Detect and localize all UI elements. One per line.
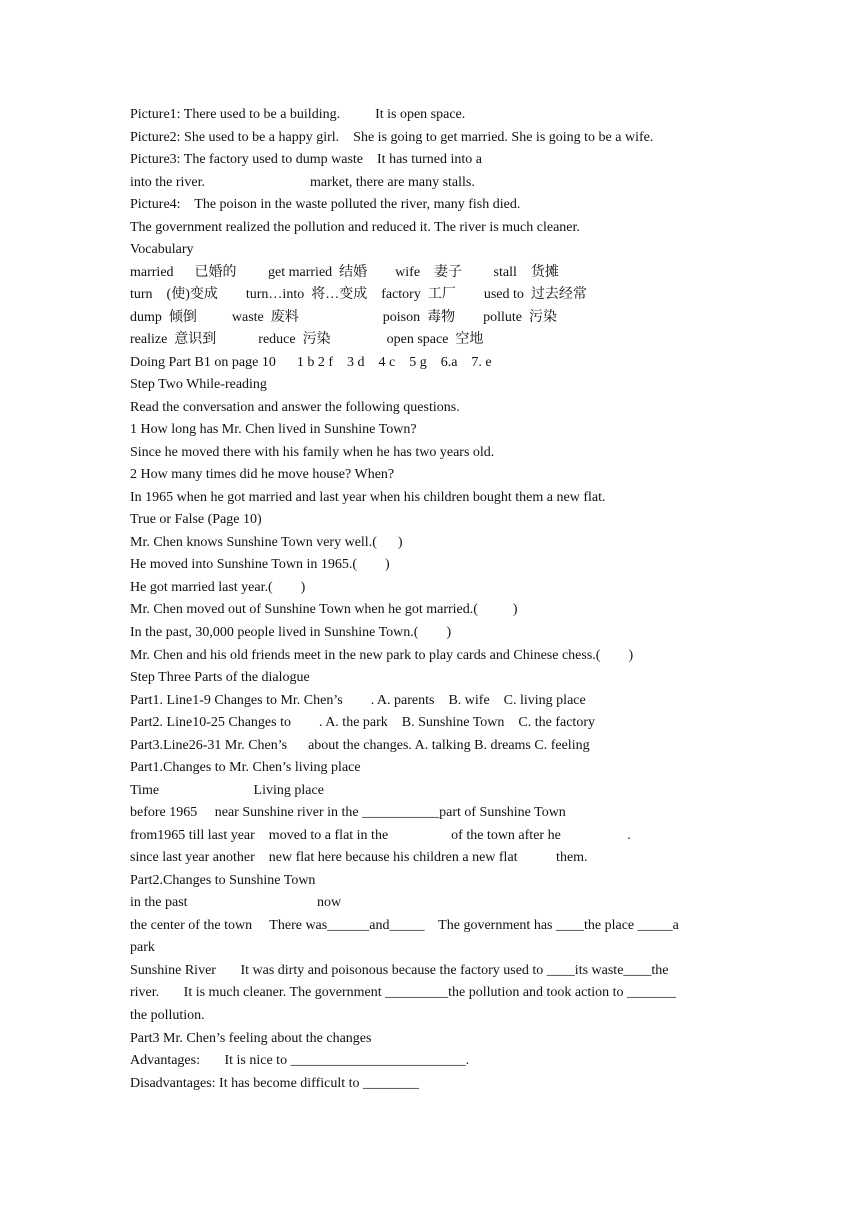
text-line: Read the conversation and answer the following questions.: [130, 400, 460, 415]
true-false-item: Mr. Chen moved out of Sunshine Town when he got married.( ): [130, 602, 518, 617]
table-row: Sunshine River It was dirty and poisonous because the factory used to ____its waste____the: [130, 963, 669, 978]
text-line: Doing Part B1 on page 10 1 b 2 f 3 d 4 c 5 g 6.a 7. e: [130, 355, 492, 370]
text-line: Picture3: The factory used to dump waste It has turned into a: [130, 152, 482, 167]
table-row: since last year another new flat here because his children a new flat them.: [130, 850, 588, 865]
vocabulary-row: turn (使)变成 turn…into 将…变成 factory 工厂 used to 过去经常: [130, 287, 587, 302]
text-line: Picture1: There used to be a building. It is open space.: [130, 107, 466, 122]
table-header: Time Living place: [130, 783, 324, 798]
table-row: before 1965 near Sunshine river in the ___________part of Sunshine Town: [130, 805, 566, 820]
table-row: park: [130, 940, 155, 955]
text-line: Part1. Line1-9 Changes to Mr. Chen’s . A. parents B. wife C. living place: [130, 693, 586, 708]
table-row: from1965 till last year moved to a flat in the of the town after he .: [130, 828, 631, 843]
section-heading: Vocabulary: [130, 242, 194, 257]
table-header: in the past now: [130, 895, 342, 910]
text-line: Picture2: She used to be a happy girl. She is going to get married. She is going to be a wife.: [130, 130, 654, 145]
answer-line: In 1965 when he got married and last year when his children bought them a new flat.: [130, 490, 606, 505]
text-line: Picture4: The poison in the waste polluted the river, many fish died.: [130, 197, 521, 212]
text-line: Disadvantages: It has become difficult to ________: [130, 1076, 420, 1091]
section-heading: True or False (Page 10): [130, 512, 262, 527]
table-row: the pollution.: [130, 1008, 205, 1023]
table-row: the center of the town There was______and_____ The government has ____the place _____a: [130, 918, 679, 933]
question-line: 1 How long has Mr. Chen lived in Sunshine Town?: [130, 422, 417, 437]
section-heading: Step Two While-reading: [130, 377, 267, 392]
text-line: Part3.Line26-31 Mr. Chen’s about the changes. A. talking B. dreams C. feeling: [130, 738, 590, 753]
true-false-item: Mr. Chen knows Sunshine Town very well.( ): [130, 535, 403, 550]
true-false-item: He got married last year.( ): [130, 580, 306, 595]
vocabulary-row: dump 倾倒 waste 废料 poison 毒物 pollute 污染: [130, 310, 557, 325]
vocabulary-row: realize 意识到 reduce 污染 open space 空地: [130, 332, 484, 347]
true-false-item: He moved into Sunshine Town in 1965.( ): [130, 557, 390, 572]
section-heading: Part1.Changes to Mr. Chen’s living place: [130, 760, 361, 775]
true-false-item: Mr. Chen and his old friends meet in the new park to play cards and Chinese chess.( ): [130, 648, 634, 663]
vocabulary-row: married 已婚的 get married 结婚 wife 妻子 stall 货摊: [130, 265, 559, 280]
section-heading: Part2.Changes to Sunshine Town: [130, 873, 316, 888]
answer-line: Since he moved there with his family when he has two years old.: [130, 445, 495, 460]
section-heading: Part3 Mr. Chen’s feeling about the changes: [130, 1031, 372, 1046]
text-line: Part2. Line10-25 Changes to . A. the park B. Sunshine Town C. the factory: [130, 715, 595, 730]
question-line: 2 How many times did he move house? When?: [130, 467, 395, 482]
text-line: The government realized the pollution and reduced it. The river is much cleaner.: [130, 220, 580, 235]
true-false-item: In the past, 30,000 people lived in Sunshine Town.( ): [130, 625, 452, 640]
text-line: into the river. market, there are many stalls.: [130, 175, 475, 190]
section-heading: Step Three Parts of the dialogue: [130, 670, 310, 685]
text-line: Advantages: It is nice to _________________________.: [130, 1053, 470, 1068]
table-row: river. It is much cleaner. The government _________the pollution and took action to _______: [130, 985, 677, 1000]
